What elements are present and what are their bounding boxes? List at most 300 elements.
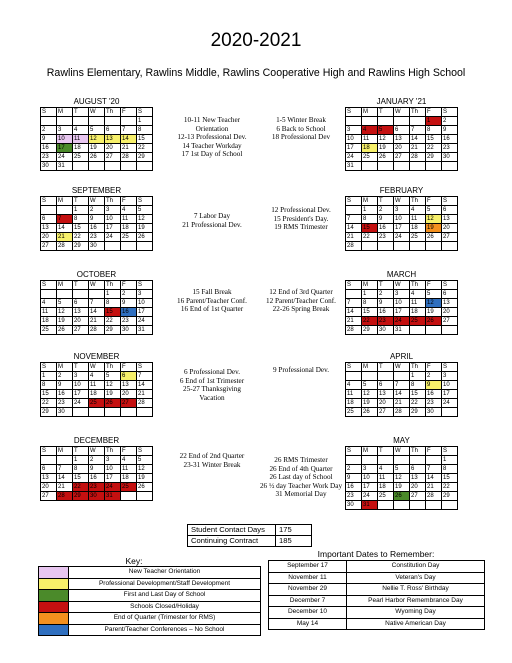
day-cell: 11 xyxy=(73,135,89,144)
contact-label: Continuing Contract xyxy=(188,536,276,547)
weekday-label: Th xyxy=(410,281,426,290)
week-row xyxy=(41,483,153,492)
day-cell: 5 xyxy=(89,126,105,135)
day-cell: 30 xyxy=(89,242,105,251)
day-cell: 18 xyxy=(410,308,426,317)
month-calendar-aug xyxy=(40,96,153,171)
weekday-label: F xyxy=(426,108,442,117)
key-swatch xyxy=(39,601,69,613)
day-cell: 9 xyxy=(57,381,73,390)
important-date-row xyxy=(269,607,485,619)
day-cell: 13 xyxy=(121,381,137,390)
month-calendar-nov xyxy=(40,351,153,417)
day-cell: 1 xyxy=(442,456,458,465)
weekday-label: S xyxy=(442,281,458,290)
notes-apr xyxy=(257,366,345,375)
day-cell: 26 xyxy=(137,483,153,492)
empty-day-cell xyxy=(41,117,57,126)
month-title: NOVEMBER xyxy=(73,352,120,361)
week-row xyxy=(346,299,458,308)
weekday-label: M xyxy=(362,363,378,372)
important-event: Constitution Day xyxy=(347,561,485,573)
weekday-label: F xyxy=(121,363,137,372)
day-cell: 4 xyxy=(362,126,378,135)
important-dates-title: Important Dates to Remember: xyxy=(317,549,435,559)
note-line: 10-11 New Teacher xyxy=(183,116,241,124)
week-row xyxy=(346,126,458,135)
day-cell: 15 xyxy=(442,474,458,483)
color-key-table xyxy=(38,566,261,636)
weekday-label: T xyxy=(378,108,394,117)
important-date: September 17 xyxy=(269,561,347,573)
note-line: 14 Teacher Workday xyxy=(182,141,242,150)
month-calendar-oct xyxy=(40,269,153,335)
note-line: 19 RMS Trimester xyxy=(274,223,328,232)
day-cell: 24 xyxy=(442,399,458,408)
weekday-header-row xyxy=(41,447,153,456)
week-row xyxy=(346,399,458,408)
week-row xyxy=(41,399,153,408)
day-cell: 2 xyxy=(121,290,137,299)
weekday-label: S xyxy=(41,108,57,117)
empty-day-cell xyxy=(105,162,121,171)
week-row xyxy=(41,224,153,233)
day-cell: 5 xyxy=(394,465,410,474)
day-cell: 16 xyxy=(41,144,57,153)
day-cell: 14 xyxy=(346,224,362,233)
day-cell: 19 xyxy=(362,399,378,408)
day-cell: 14 xyxy=(57,224,73,233)
important-event: Wyoming Day xyxy=(347,607,485,619)
day-cell: 23 xyxy=(346,492,362,501)
empty-day-cell xyxy=(362,372,378,381)
day-cell: 4 xyxy=(41,299,57,308)
week-row xyxy=(41,372,153,381)
weekday-label: F xyxy=(426,197,442,206)
day-cell: 16 xyxy=(442,135,458,144)
week-row xyxy=(41,290,153,299)
day-cell: 27 xyxy=(41,242,57,251)
weekday-label: M xyxy=(362,108,378,117)
day-cell: 23 xyxy=(442,144,458,153)
day-cell: 21 xyxy=(121,144,137,153)
week-row xyxy=(41,215,153,224)
weekday-label: S xyxy=(346,197,362,206)
key-row xyxy=(39,613,261,625)
day-cell: 12 xyxy=(137,465,153,474)
month-calendar-feb xyxy=(345,185,458,251)
notes-may xyxy=(257,456,345,499)
note-line: 21 Professional Dev. xyxy=(182,220,242,229)
weekday-label: F xyxy=(426,363,442,372)
empty-day-cell xyxy=(426,501,442,510)
day-cell: 6 xyxy=(121,372,137,381)
weekday-label: T xyxy=(378,197,394,206)
weekday-label: F xyxy=(121,197,137,206)
day-cell: 1 xyxy=(73,206,89,215)
day-cell: 27 xyxy=(442,233,458,242)
week-row xyxy=(41,317,153,326)
day-cell: 4 xyxy=(121,206,137,215)
week-row xyxy=(41,233,153,242)
day-cell: 28 xyxy=(57,242,73,251)
key-label: First and Last Day of School xyxy=(69,590,261,602)
month-title: MARCH xyxy=(386,270,417,279)
day-cell: 19 xyxy=(394,483,410,492)
note-line: 25-27 Thanksgiving xyxy=(183,385,241,394)
month-table xyxy=(345,196,458,251)
day-cell: 5 xyxy=(426,206,442,215)
day-cell: 22 xyxy=(41,399,57,408)
day-cell: 22 xyxy=(137,144,153,153)
note-line: 22-26 Spring Break xyxy=(272,305,330,314)
day-cell: 20 xyxy=(121,390,137,399)
day-cell: 7 xyxy=(346,299,362,308)
day-cell: 1 xyxy=(41,372,57,381)
day-cell: 14 xyxy=(346,308,362,317)
day-cell: 15 xyxy=(137,135,153,144)
week-row xyxy=(41,474,153,483)
key-row xyxy=(39,590,261,602)
week-row xyxy=(346,408,458,417)
weekday-header-row xyxy=(41,108,153,117)
day-cell: 13 xyxy=(41,474,57,483)
month-table xyxy=(345,362,458,417)
day-cell: 28 xyxy=(346,242,362,251)
day-cell: 5 xyxy=(57,299,73,308)
week-row xyxy=(41,153,153,162)
week-row xyxy=(41,135,153,144)
weekday-label: W xyxy=(89,363,105,372)
empty-day-cell xyxy=(105,408,121,417)
week-row xyxy=(41,381,153,390)
day-cell: 13 xyxy=(105,135,121,144)
day-cell: 31 xyxy=(362,501,378,510)
day-cell: 24 xyxy=(105,483,121,492)
day-cell: 28 xyxy=(137,399,153,408)
day-cell: 25 xyxy=(73,153,89,162)
weekday-label: S xyxy=(346,108,362,117)
key-row xyxy=(39,578,261,590)
note-line: 12 Parent/Teacher Conf. xyxy=(266,296,336,305)
day-cell: 7 xyxy=(89,299,105,308)
note-line: 12 Professional Dev. xyxy=(271,206,331,214)
day-cell: 30 xyxy=(41,162,57,171)
note-line: 15 President's Day. xyxy=(273,214,329,223)
empty-day-cell xyxy=(346,206,362,215)
note-line: 16 End of 1st Quarter xyxy=(180,305,244,314)
day-cell: 1 xyxy=(362,290,378,299)
empty-day-cell xyxy=(89,117,105,126)
day-cell: 2 xyxy=(378,206,394,215)
week-row xyxy=(41,117,153,126)
day-cell: 26 xyxy=(378,153,394,162)
day-cell: 17 xyxy=(73,390,89,399)
day-cell: 8 xyxy=(41,381,57,390)
day-cell: 22 xyxy=(105,317,121,326)
day-cell: 15 xyxy=(410,390,426,399)
weekday-label: S xyxy=(41,281,57,290)
page-title: 2020-2021 xyxy=(210,30,302,51)
day-cell: 7 xyxy=(137,372,153,381)
day-cell: 2 xyxy=(426,372,442,381)
day-cell: 24 xyxy=(137,317,153,326)
day-cell: 29 xyxy=(41,408,57,417)
day-cell: 6 xyxy=(442,290,458,299)
week-row xyxy=(41,456,153,465)
empty-day-cell xyxy=(378,372,394,381)
day-cell: 8 xyxy=(410,381,426,390)
week-row xyxy=(346,153,458,162)
day-cell: 6 xyxy=(442,206,458,215)
week-row xyxy=(346,465,458,474)
day-cell: 22 xyxy=(73,233,89,242)
empty-day-cell xyxy=(89,408,105,417)
day-cell: 19 xyxy=(57,317,73,326)
note-line: 17 1st Day of School xyxy=(181,150,243,159)
day-cell: 12 xyxy=(378,135,394,144)
note-line: 1-5 Winter Break xyxy=(276,116,326,124)
day-cell: 2 xyxy=(89,206,105,215)
weekday-label: Th xyxy=(410,108,426,117)
day-cell: 25 xyxy=(410,233,426,242)
day-cell: 7 xyxy=(410,126,426,135)
day-cell: 10 xyxy=(346,135,362,144)
empty-day-cell xyxy=(41,206,57,215)
day-cell: 30 xyxy=(89,492,105,501)
weekday-label: W xyxy=(89,447,105,456)
week-row xyxy=(346,290,458,299)
empty-day-cell xyxy=(362,117,378,126)
empty-day-cell xyxy=(362,242,378,251)
weekday-label: S xyxy=(41,447,57,456)
day-cell: 29 xyxy=(105,326,121,335)
day-cell: 5 xyxy=(137,456,153,465)
day-cell: 28 xyxy=(57,492,73,501)
day-cell: 29 xyxy=(137,153,153,162)
day-cell: 20 xyxy=(394,144,410,153)
day-cell: 23 xyxy=(57,399,73,408)
page-subtitle: Rawlins Elementary, Rawlins Middle, Rawlins Cooperative High and Rawlins High School xyxy=(46,67,466,79)
empty-day-cell xyxy=(378,117,394,126)
empty-day-cell xyxy=(57,117,73,126)
day-cell: 1 xyxy=(73,456,89,465)
empty-day-cell xyxy=(426,242,442,251)
day-cell: 3 xyxy=(394,206,410,215)
weekday-label: S xyxy=(442,197,458,206)
empty-day-cell xyxy=(121,162,137,171)
day-cell: 8 xyxy=(73,465,89,474)
day-cell: 16 xyxy=(346,483,362,492)
week-row xyxy=(41,326,153,335)
weekday-label: F xyxy=(121,281,137,290)
day-cell: 3 xyxy=(73,372,89,381)
weekday-label: T xyxy=(73,281,89,290)
weekday-label: T xyxy=(73,363,89,372)
week-row xyxy=(346,224,458,233)
day-cell: 24 xyxy=(394,233,410,242)
notes-mar xyxy=(257,288,345,314)
empty-day-cell xyxy=(73,408,89,417)
day-cell: 9 xyxy=(378,215,394,224)
day-cell: 29 xyxy=(362,326,378,335)
day-cell: 10 xyxy=(394,215,410,224)
day-cell: 23 xyxy=(378,233,394,242)
day-cell: 8 xyxy=(362,299,378,308)
day-cell: 21 xyxy=(394,399,410,408)
note-line: 26 Last day of School xyxy=(269,473,333,482)
month-table xyxy=(345,446,458,510)
day-cell: 4 xyxy=(121,456,137,465)
day-cell: 17 xyxy=(105,224,121,233)
day-cell: 4 xyxy=(73,126,89,135)
day-cell: 20 xyxy=(73,317,89,326)
week-row xyxy=(346,308,458,317)
empty-day-cell xyxy=(121,117,137,126)
note-line: 26 RMS Trimester xyxy=(274,456,328,464)
day-cell: 19 xyxy=(378,144,394,153)
empty-day-cell xyxy=(137,162,153,171)
weekday-label: S xyxy=(41,197,57,206)
day-cell: 28 xyxy=(121,153,137,162)
weekday-label: M xyxy=(362,281,378,290)
day-cell: 11 xyxy=(346,390,362,399)
important-date-row xyxy=(269,561,485,573)
day-cell: 9 xyxy=(89,465,105,474)
day-cell: 23 xyxy=(89,233,105,242)
day-cell: 24 xyxy=(394,317,410,326)
day-cell: 6 xyxy=(73,299,89,308)
day-cell: 9 xyxy=(41,135,57,144)
day-cell: 17 xyxy=(442,390,458,399)
day-cell: 19 xyxy=(137,224,153,233)
weekday-label: Th xyxy=(410,197,426,206)
notes-sep xyxy=(160,212,264,229)
weekday-header-row xyxy=(41,197,153,206)
important-event: Nellie T. Ross' Birthday xyxy=(347,584,485,596)
day-cell: 30 xyxy=(442,153,458,162)
day-cell: 13 xyxy=(41,224,57,233)
empty-day-cell xyxy=(105,242,121,251)
empty-day-cell xyxy=(73,290,89,299)
day-cell: 18 xyxy=(362,144,378,153)
empty-day-cell xyxy=(426,456,442,465)
day-cell: 21 xyxy=(410,144,426,153)
weekday-label: T xyxy=(73,197,89,206)
day-cell: 4 xyxy=(410,206,426,215)
note-line: 6 End of 1st Trimester xyxy=(179,376,245,385)
contact-days-table xyxy=(187,524,312,547)
empty-day-cell xyxy=(57,206,73,215)
day-cell: 9 xyxy=(426,381,442,390)
important-date: November 11 xyxy=(269,572,347,584)
day-cell: 8 xyxy=(442,465,458,474)
weekday-label: W xyxy=(394,363,410,372)
month-table xyxy=(345,107,458,171)
day-cell: 1 xyxy=(426,117,442,126)
day-cell: 24 xyxy=(105,233,121,242)
note-line: 6 Back to School xyxy=(276,124,326,133)
month-calendar-mar xyxy=(345,269,458,335)
day-cell: 20 xyxy=(378,399,394,408)
week-row xyxy=(346,135,458,144)
day-cell: 11 xyxy=(121,465,137,474)
day-cell: 2 xyxy=(346,465,362,474)
day-cell: 1 xyxy=(362,206,378,215)
day-cell: 23 xyxy=(41,153,57,162)
day-cell: 28 xyxy=(346,326,362,335)
empty-day-cell xyxy=(426,162,442,171)
empty-day-cell xyxy=(442,162,458,171)
empty-day-cell xyxy=(410,326,426,335)
important-date: May 14 xyxy=(269,618,347,630)
key-swatch xyxy=(39,624,69,636)
empty-day-cell xyxy=(121,242,137,251)
important-date-row xyxy=(269,572,485,584)
weekday-label: T xyxy=(378,447,394,456)
note-line: 6 Professional Dev. xyxy=(183,368,241,376)
day-cell: 6 xyxy=(41,215,57,224)
day-cell: 12 xyxy=(89,135,105,144)
day-cell: 27 xyxy=(41,492,57,501)
day-cell: 27 xyxy=(442,317,458,326)
day-cell: 19 xyxy=(426,308,442,317)
key-swatch xyxy=(39,613,69,625)
week-row xyxy=(346,215,458,224)
key-swatch xyxy=(39,590,69,602)
day-cell: 12 xyxy=(426,215,442,224)
weekday-label: T xyxy=(378,363,394,372)
important-date: November 29 xyxy=(269,584,347,596)
day-cell: 3 xyxy=(362,465,378,474)
day-cell: 3 xyxy=(442,372,458,381)
day-cell: 7 xyxy=(121,126,137,135)
week-row xyxy=(346,474,458,483)
day-cell: 15 xyxy=(73,224,89,233)
week-row xyxy=(346,162,458,171)
day-cell: 30 xyxy=(378,326,394,335)
weekday-label: S xyxy=(442,363,458,372)
day-cell: 22 xyxy=(362,317,378,326)
weekday-label: F xyxy=(426,281,442,290)
key-label: Schools Closed/Holiday xyxy=(69,601,261,613)
week-row xyxy=(346,317,458,326)
note-line: 22 End of 2nd Quarter xyxy=(179,452,245,460)
day-cell: 8 xyxy=(105,299,121,308)
weekday-label: S xyxy=(137,363,153,372)
day-cell: 14 xyxy=(410,135,426,144)
day-cell: 17 xyxy=(137,308,153,317)
day-cell: 27 xyxy=(410,492,426,501)
weekday-label: S xyxy=(41,363,57,372)
weekday-label: Th xyxy=(410,447,426,456)
key-swatch xyxy=(39,578,69,590)
day-cell: 18 xyxy=(121,474,137,483)
day-cell: 16 xyxy=(378,224,394,233)
day-cell: 9 xyxy=(121,299,137,308)
day-cell: 26 xyxy=(137,233,153,242)
day-cell: 6 xyxy=(41,465,57,474)
empty-day-cell xyxy=(442,326,458,335)
day-cell: 21 xyxy=(426,483,442,492)
month-table xyxy=(40,446,153,501)
day-cell: 20 xyxy=(442,224,458,233)
day-cell: 17 xyxy=(346,144,362,153)
week-row xyxy=(41,242,153,251)
weekday-label: S xyxy=(346,281,362,290)
day-cell: 13 xyxy=(442,299,458,308)
day-cell: 2 xyxy=(89,456,105,465)
